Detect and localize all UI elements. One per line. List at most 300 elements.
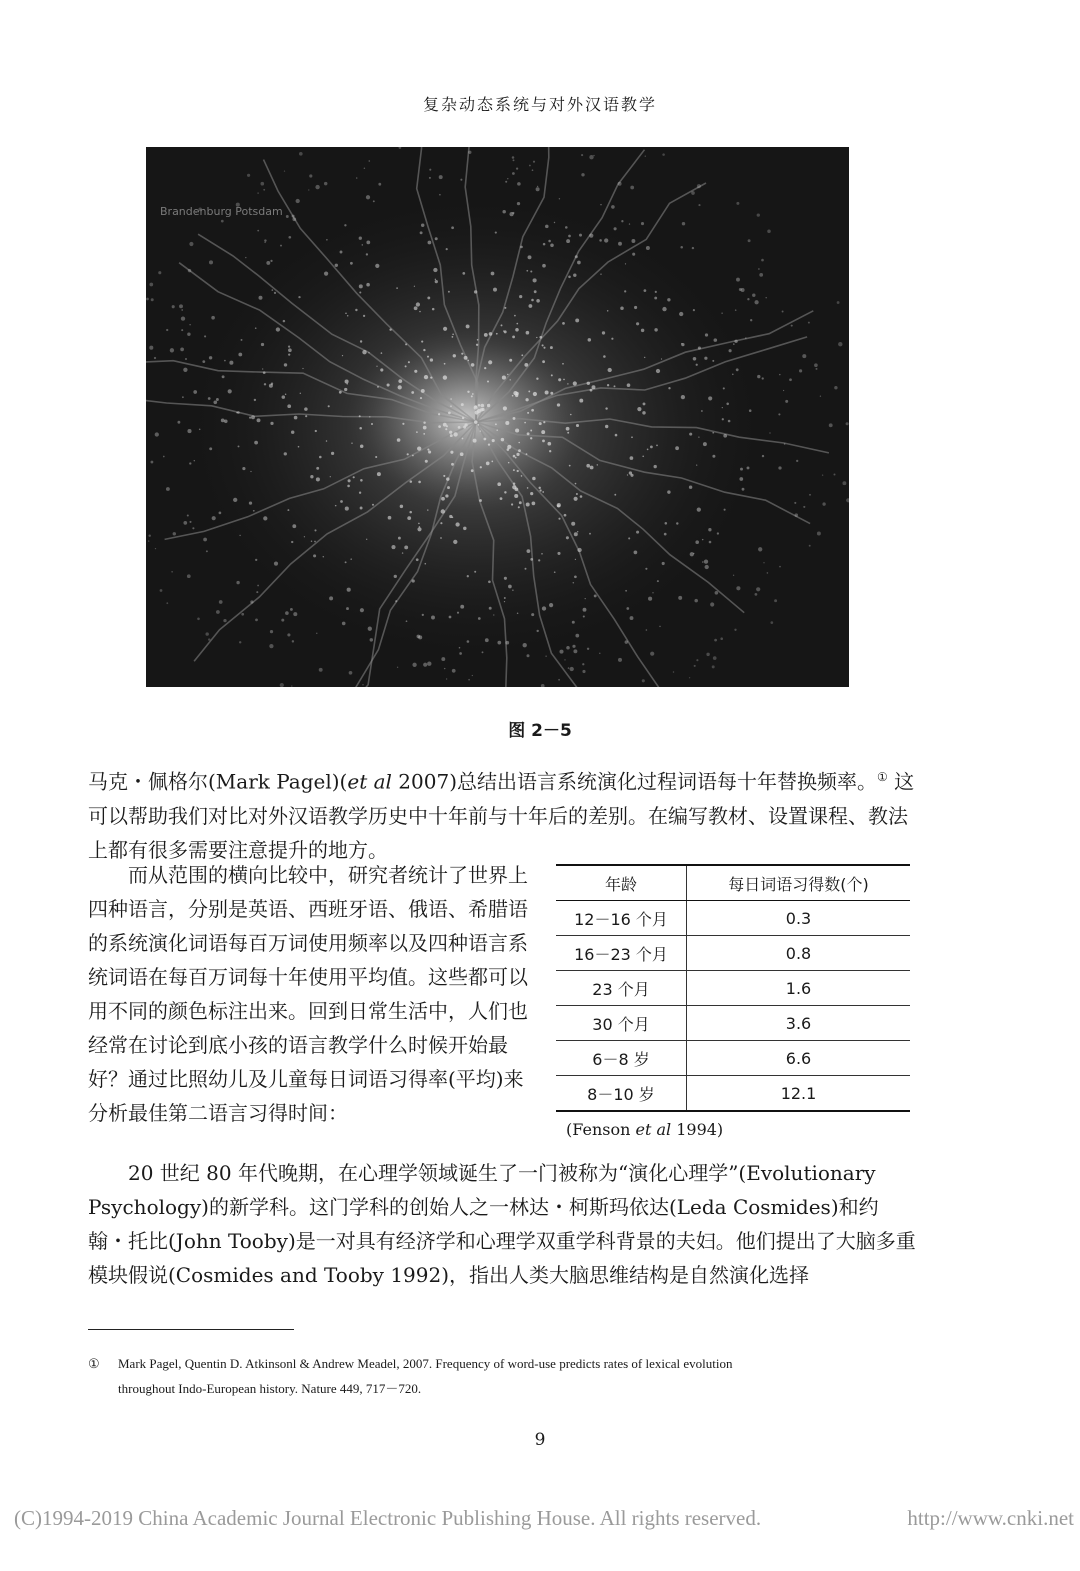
- light-dot: [440, 537, 442, 539]
- light-dot: [270, 260, 272, 262]
- table-header-daily-words: 每日词语习得数(个): [687, 865, 911, 901]
- light-dot: [257, 585, 259, 587]
- light-dot: [233, 498, 237, 502]
- light-dot: [347, 588, 351, 592]
- light-dot: [447, 486, 450, 489]
- light-dot: [526, 270, 528, 272]
- light-dot: [427, 509, 428, 510]
- light-dot: [575, 634, 579, 638]
- light-dot: [646, 246, 650, 250]
- light-dot: [550, 392, 553, 395]
- light-dot: [590, 389, 593, 392]
- light-dot: [266, 261, 270, 265]
- light-dot: [734, 629, 736, 631]
- light-dot: [422, 614, 424, 616]
- light-dot: [281, 619, 284, 622]
- light-dot: [468, 151, 471, 154]
- light-dot: [569, 465, 571, 467]
- light-dot: [664, 533, 667, 536]
- light-dot: [723, 387, 725, 389]
- light-dot: [558, 679, 560, 681]
- light-dot: [513, 469, 515, 471]
- light-dot: [533, 161, 535, 163]
- light-dot: [197, 618, 200, 621]
- light-dot: [269, 384, 273, 388]
- light-dot: [796, 460, 798, 462]
- light-dot: [742, 488, 745, 491]
- light-dot: [375, 456, 377, 458]
- light-dot: [557, 504, 560, 507]
- light-dot: [516, 453, 519, 456]
- light-dot: [662, 153, 665, 156]
- light-dot: [548, 240, 551, 243]
- light-dot: [572, 621, 575, 624]
- light-dot: [187, 574, 191, 578]
- light-dot: [549, 603, 553, 607]
- light-dot: [359, 427, 362, 430]
- light-dot: [661, 358, 662, 359]
- light-dot: [697, 507, 701, 511]
- light-dot: [497, 482, 501, 486]
- copyright-footer: [14, 1506, 1074, 1531]
- light-dot: [330, 476, 331, 477]
- light-dot: [340, 500, 343, 503]
- light-dot: [154, 357, 156, 359]
- light-dot: [464, 356, 468, 360]
- light-dot: [428, 241, 432, 245]
- table-cell-value: 0.8: [687, 936, 911, 971]
- light-dot: [360, 479, 363, 482]
- light-dot: [521, 354, 523, 356]
- light-dot: [298, 296, 300, 298]
- light-dot: [656, 369, 660, 373]
- light-dot: [527, 432, 530, 435]
- light-dot: [345, 312, 347, 314]
- light-dot: [237, 411, 240, 414]
- light-dot: [251, 415, 255, 419]
- light-dot: [532, 502, 536, 506]
- light-dot: [682, 222, 685, 225]
- light-dot: [722, 407, 723, 408]
- paragraph-1-et-al: et al: [347, 769, 392, 794]
- light-dot: [512, 589, 513, 590]
- light-dot: [842, 481, 846, 485]
- light-dot: [396, 287, 398, 289]
- light-dot: [347, 315, 349, 317]
- light-dot: [692, 247, 694, 249]
- light-dot: [202, 360, 205, 363]
- light-dot: [512, 336, 515, 339]
- light-dot: [513, 417, 516, 420]
- table-source: [556, 1120, 910, 1139]
- light-dot: [712, 432, 714, 434]
- light-dot: [602, 331, 605, 334]
- light-dot: [504, 330, 507, 333]
- light-dot: [647, 449, 649, 451]
- light-dot: [665, 522, 668, 525]
- light-dot: [418, 523, 420, 525]
- light-dot: [557, 552, 560, 555]
- light-dot: [453, 354, 456, 357]
- light-dot: [589, 155, 593, 159]
- light-dot: [495, 423, 497, 425]
- light-dot: [525, 568, 527, 570]
- light-dot: [795, 513, 799, 517]
- light-dot: [302, 368, 303, 369]
- light-dot: [631, 239, 635, 243]
- light-dot: [345, 507, 349, 511]
- light-dot: [507, 374, 508, 375]
- table-cell-value: 12.1: [687, 1076, 911, 1112]
- light-dot: [754, 300, 758, 304]
- light-dot: [696, 464, 697, 465]
- light-dot: [222, 375, 225, 378]
- light-dot: [577, 261, 581, 265]
- light-dot: [420, 231, 423, 234]
- light-dot: [615, 434, 618, 437]
- light-dot: [467, 575, 469, 577]
- light-dot: [423, 433, 425, 435]
- light-dot: [634, 306, 637, 309]
- light-dot: [400, 505, 403, 508]
- light-dot: [779, 374, 780, 375]
- light-dot: [759, 273, 763, 277]
- light-dot: [496, 333, 498, 335]
- light-dot: [654, 328, 657, 331]
- light-dot: [342, 622, 346, 626]
- light-dot: [509, 359, 512, 362]
- light-dot: [650, 446, 653, 449]
- light-dot: [376, 366, 377, 367]
- light-dot: [573, 273, 576, 276]
- light-dot: [575, 483, 577, 485]
- light-dot: [568, 276, 571, 279]
- light-dot: [516, 167, 518, 169]
- light-dot: [543, 421, 545, 423]
- light-dot: [444, 668, 445, 669]
- light-dot: [712, 455, 715, 458]
- light-dot: [642, 456, 644, 458]
- light-dot: [733, 575, 734, 576]
- light-dot: [599, 653, 600, 654]
- light-dot: [689, 677, 690, 678]
- light-dot: [528, 390, 530, 392]
- light-dot: [430, 376, 432, 378]
- light-dot: [446, 678, 447, 679]
- light-dot: [590, 466, 594, 470]
- light-dot: [644, 289, 647, 292]
- light-dot: [387, 383, 390, 386]
- light-dot: [359, 415, 361, 417]
- light-dot: [750, 319, 752, 321]
- light-dot: [517, 613, 519, 615]
- light-dot: [630, 186, 634, 190]
- light-dot: [696, 659, 698, 661]
- light-dot: [545, 225, 549, 229]
- light-dot: [527, 412, 529, 414]
- page-number: 9: [534, 1430, 546, 1450]
- footnote-reference: ①: [877, 770, 888, 784]
- light-dot: [712, 665, 715, 668]
- light-dot: [471, 363, 475, 367]
- light-dot: [264, 239, 266, 241]
- light-dot: [574, 575, 577, 578]
- light-dot: [339, 391, 342, 394]
- light-dot: [398, 537, 401, 540]
- paragraph-1: [88, 760, 918, 867]
- light-dot: [254, 441, 258, 445]
- light-dot: [696, 364, 698, 366]
- light-dot: [761, 259, 764, 262]
- light-dot: [263, 371, 266, 374]
- light-dot: [345, 561, 347, 563]
- light-dot: [525, 398, 528, 401]
- light-dot: [326, 239, 328, 241]
- light-dot: [537, 186, 538, 187]
- light-dot: [701, 410, 703, 412]
- light-dot: [538, 487, 540, 489]
- light-dot: [257, 230, 259, 232]
- light-dot: [597, 464, 598, 465]
- light-dot: [455, 522, 459, 526]
- light-dot: [473, 439, 477, 443]
- light-dot: [428, 450, 431, 453]
- light-dot: [541, 553, 543, 555]
- light-dot: [502, 210, 505, 213]
- light-dot: [493, 614, 494, 615]
- light-dot: [536, 378, 538, 380]
- light-dot: [402, 423, 404, 425]
- light-dot: [316, 467, 319, 470]
- light-dot: [398, 379, 402, 383]
- light-dot: [576, 493, 578, 495]
- light-dot: [477, 409, 481, 413]
- light-dot: [189, 462, 191, 464]
- light-dot: [241, 613, 244, 616]
- light-dot: [427, 662, 431, 666]
- light-dot: [702, 561, 704, 563]
- light-dot: [425, 460, 428, 463]
- light-dot: [681, 395, 685, 399]
- light-dot: [488, 443, 490, 445]
- light-dot: [650, 652, 654, 656]
- light-dot: [481, 404, 485, 408]
- light-dot: [634, 551, 638, 555]
- light-dot: [416, 558, 419, 561]
- light-dot: [491, 461, 493, 463]
- light-dot: [504, 491, 506, 493]
- light-dot: [423, 426, 427, 430]
- light-dot: [710, 602, 714, 606]
- light-dot: [799, 369, 802, 372]
- light-dot: [467, 391, 469, 393]
- light-dot: [173, 532, 176, 535]
- light-dot: [530, 437, 532, 439]
- light-dot: [625, 640, 628, 643]
- light-dot: [149, 283, 153, 287]
- light-dot: [594, 594, 597, 597]
- light-dot: [381, 352, 383, 354]
- light-dot: [463, 527, 466, 530]
- light-dot: [315, 185, 319, 189]
- light-dot: [254, 399, 256, 401]
- light-dot: [703, 442, 707, 446]
- light-dot: [405, 343, 407, 345]
- light-dot: [360, 445, 364, 449]
- light-dot: [630, 456, 634, 460]
- light-dot: [508, 462, 510, 464]
- light-dot: [733, 343, 735, 345]
- light-dot: [472, 393, 474, 395]
- light-dot: [229, 361, 233, 365]
- light-dot: [515, 428, 519, 432]
- light-dot: [645, 568, 647, 570]
- light-dot: [485, 638, 489, 642]
- light-dot: [418, 635, 422, 639]
- light-dot: [238, 353, 242, 357]
- light-dot: [405, 365, 407, 367]
- light-dot: [720, 637, 723, 640]
- light-dot: [404, 545, 408, 549]
- light-dot: [704, 357, 707, 360]
- light-dot: [822, 502, 825, 505]
- light-dot: [420, 397, 422, 399]
- light-dot: [270, 630, 273, 633]
- light-dot: [478, 617, 481, 620]
- light-dot: [605, 407, 607, 409]
- light-dot: [294, 416, 298, 420]
- light-dot: [627, 383, 631, 387]
- light-dot: [782, 311, 784, 313]
- light-dot: [645, 155, 646, 156]
- light-dot: [566, 646, 570, 650]
- light-dot: [698, 346, 701, 349]
- light-dot: [833, 473, 835, 475]
- light-dot: [512, 156, 515, 159]
- light-dot: [734, 340, 737, 343]
- light-dot: [755, 593, 758, 596]
- light-dot: [528, 255, 532, 259]
- light-dot: [559, 198, 560, 199]
- word-acquisition-table: [556, 864, 910, 1139]
- light-dot: [538, 559, 540, 561]
- light-dot: [181, 309, 183, 311]
- light-dot: [148, 540, 149, 541]
- light-dot: [758, 547, 762, 551]
- light-dot: [366, 539, 367, 540]
- light-dot: [187, 514, 189, 516]
- light-dot: [150, 461, 153, 464]
- light-dot: [574, 497, 578, 501]
- light-dot: [292, 217, 296, 221]
- table-row: [556, 1076, 910, 1112]
- cnki-link[interactable]: http://www.cnki.net: [907, 1506, 1074, 1530]
- light-dot: [783, 390, 784, 391]
- light-dot: [568, 235, 571, 238]
- light-dot: [642, 411, 645, 414]
- light-dot: [558, 518, 560, 520]
- light-dot: [482, 651, 484, 653]
- paragraph-3: 20 世纪 80 年代晚期，在心理学领域诞生了一门被称为“演化心理学”(Evolutionary Psychology)的新学科。这门学科的创始人之一林达・柯斯玛依达(Leda Cosmides)和约翰・托比(John Tooby)是一对具有经济学和心理学双重学科背景的夫妇。他们提出了大脑多重模块假说(Cosmides and Tooby 1992)，指出人类大脑思维结构是自然演化选择: [88, 1161, 916, 1287]
- light-dot: [484, 367, 486, 369]
- light-dot: [721, 313, 722, 314]
- light-dot: [187, 332, 190, 335]
- light-dot: [689, 485, 692, 488]
- light-dot: [748, 239, 751, 242]
- light-dot: [814, 363, 818, 367]
- light-dot: [472, 675, 473, 676]
- light-dot: [441, 657, 445, 661]
- light-dot: [808, 322, 810, 324]
- light-dot: [539, 422, 542, 425]
- table-cell-age: 8－10 岁: [556, 1076, 687, 1112]
- light-dot: [562, 322, 565, 325]
- light-dot: [629, 223, 630, 224]
- light-dot: [503, 406, 507, 410]
- light-dot: [453, 540, 457, 544]
- light-dot: [208, 397, 211, 400]
- light-dot: [421, 389, 425, 393]
- light-dot: [698, 436, 699, 437]
- light-dot: [224, 360, 226, 362]
- light-dot: [724, 509, 726, 511]
- table-header-age: 年龄: [556, 865, 687, 901]
- light-dot: [504, 577, 507, 580]
- light-dot: [419, 311, 421, 313]
- light-dot: [604, 238, 608, 242]
- light-dot: [288, 348, 292, 352]
- light-dot: [668, 387, 670, 389]
- light-dot: [440, 522, 442, 524]
- light-dot: [574, 532, 578, 536]
- light-dot: [667, 490, 670, 493]
- light-dot: [247, 174, 250, 177]
- light-dot: [500, 497, 503, 500]
- light-dot: [691, 191, 695, 195]
- light-dot: [512, 172, 515, 175]
- light-dot: [526, 453, 528, 455]
- light-dot: [274, 562, 278, 566]
- table-cell-age: 30 个月: [556, 1006, 687, 1041]
- light-dot: [359, 237, 362, 240]
- light-dot: [654, 465, 657, 468]
- light-dot: [450, 434, 453, 437]
- light-dot: [662, 562, 665, 565]
- paragraph-1-text-b: 2007)总结出语言系统演化过程词语每十年替换频率。: [391, 769, 877, 794]
- light-dot: [484, 438, 487, 441]
- light-dot: [632, 253, 635, 256]
- light-dot: [362, 350, 366, 354]
- light-dot: [624, 290, 626, 292]
- light-dot: [166, 602, 168, 604]
- light-dot: [588, 338, 591, 341]
- table-cell-age: 12－16 个月: [556, 901, 687, 936]
- light-dot: [466, 324, 470, 328]
- light-dot: [459, 647, 461, 649]
- light-dot: [316, 633, 317, 634]
- light-dot: [443, 327, 447, 331]
- light-dot: [324, 182, 327, 185]
- light-dot: [250, 471, 251, 472]
- light-dot: [288, 353, 290, 355]
- light-dot: [450, 405, 452, 407]
- light-dot: [757, 375, 760, 378]
- light-dot: [679, 312, 683, 316]
- light-dot: [274, 292, 276, 294]
- light-dot: [573, 381, 577, 385]
- light-dot: [726, 403, 729, 406]
- light-dot: [171, 571, 173, 573]
